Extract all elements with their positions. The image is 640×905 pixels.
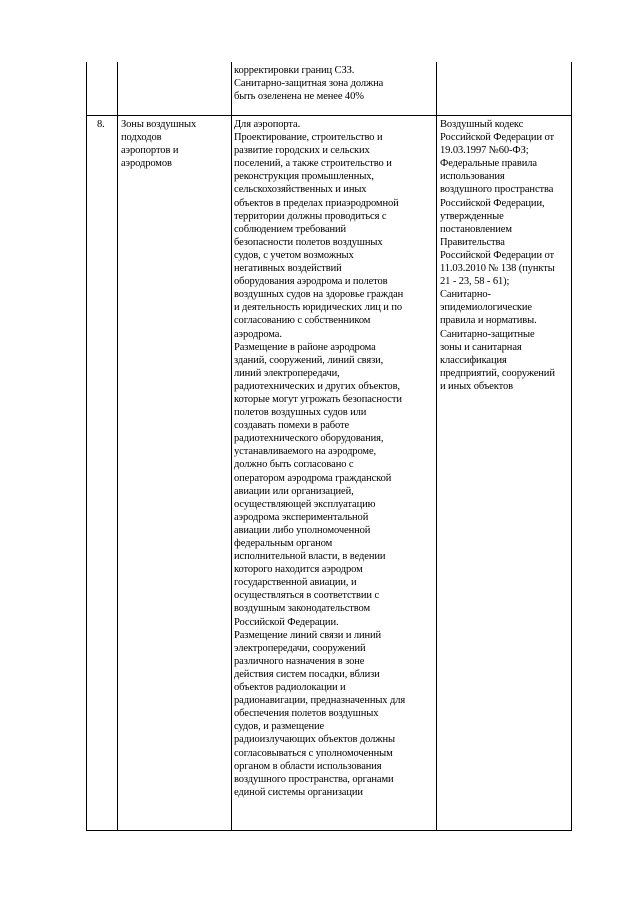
legal-basis-cell: Воздушный кодекс Российской Федерации от 19.03.1997 №60-ФЗ; Федеральные правила использования воздушного пространства Российской Федерации, утвержденные постановлением Правительства Российской Федерации от 11.03.2010 № 138 (пункты 21 - 23, 58 - 61); Санитарно- эпидемиологические правила и нормативы. Санитарно-защитные зоны и санитарная классификация предприятий, сооружений и иных объектов bbox=[440, 119, 555, 392]
table-border-right bbox=[571, 62, 572, 831]
table-border-left bbox=[86, 62, 87, 831]
zone-name-cell: Зоны воздушных подходов аэропортов и аэродромов bbox=[121, 119, 197, 170]
table-border-bottom bbox=[86, 830, 572, 831]
row-number-cell: 8. bbox=[97, 119, 105, 130]
top-row-requirements-cell: корректировки границ СЗЗ. Санитарно-защитная зона должна быть озеленена не менее 40% bbox=[234, 65, 384, 103]
column-divider-1 bbox=[117, 62, 118, 831]
requirements-cell: Для аэропорта. Проектирование, строительство и развитие городских и сельских поселений, а также строительство и реконструкция промышленных, сельскохозяйственных и иных объектов в пределах приаэродромной территории должны проводиться с соблюдением требований безопасности полетов воздушных судов, с учетом возможных негативных воздействий оборудования аэродрома и полетов воздушных судов на здоровье граждан и деятельность юридических лиц и по согласованию с собственником аэродрома. Размещение в районе аэродрома зданий, сооружений, линий связи, линий электропередачи, радиотехнических и других объектов, которые могут угрожать безопасности полетов воздушных судов или создавать помехи в работе радиотехнического оборудования, устанавливаемого на аэродроме, должно быть согласовано с оператором аэродрома гражданской авиации или организацией, осуществляющей эксплуатацию аэродрома экспериментальной авиации либо уполномоченной федеральным органом исполнительной власти, в ведении которого находится аэродром государственной авиации, и осуществляться в соответствии с воздушным законодательством Российской Федерации. Размещение линий связи и линий электропередачи, сооружений различного назначения в зоне действия систем посадки, вблизи объектов радиолокации и радионавигации, предназначенных для обеспечения полетов воздушных судов, и размещение радиоизлучающих объектов должны согласовываться с уполномоченным органом в области использования воздушного пространства, органами единой системы организации bbox=[234, 119, 406, 798]
column-divider-2 bbox=[231, 62, 232, 831]
row-divider bbox=[86, 115, 572, 116]
